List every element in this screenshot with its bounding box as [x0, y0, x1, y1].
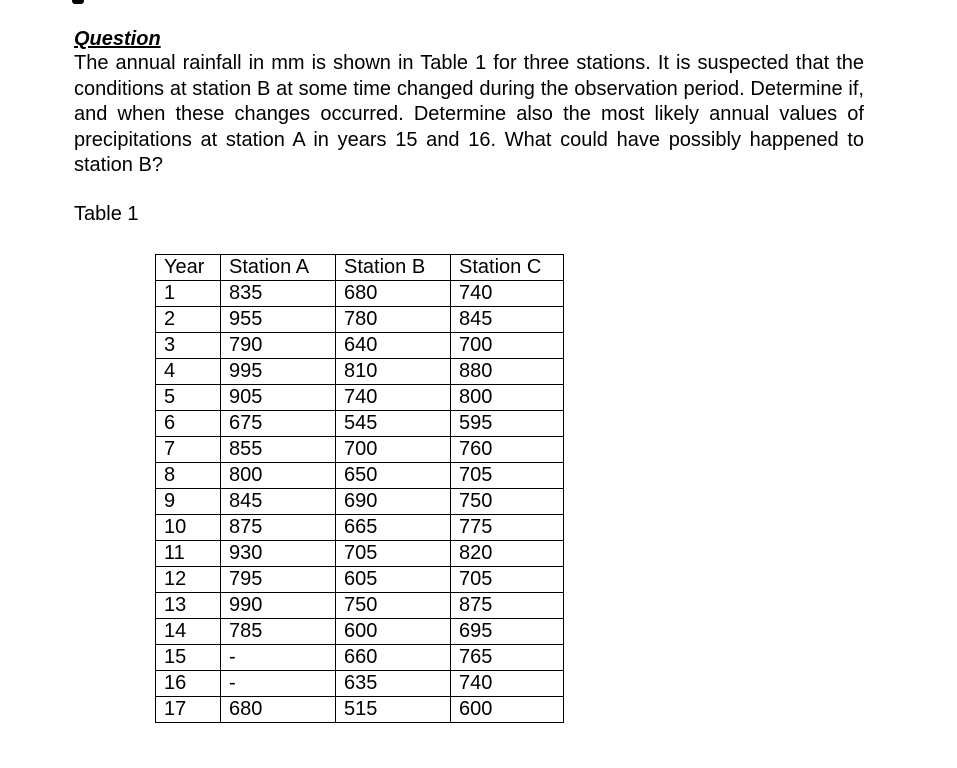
- year-cell: 14: [156, 619, 221, 645]
- question-line: likely annual values of precipitations at station A in years 15 and 16. What could: [74, 103, 864, 151]
- station-b-cell: 665: [336, 515, 451, 541]
- table-row: [156, 463, 564, 489]
- station-b-cell: 635: [336, 671, 451, 697]
- station-b-cell: 705: [336, 541, 451, 567]
- page-fragment-mark: [72, 0, 84, 4]
- station-a-cell: 905: [221, 385, 336, 411]
- column-header-station-a: Station A: [221, 255, 336, 281]
- year-cell: 16: [156, 671, 221, 697]
- station-b-cell: 680: [336, 281, 451, 307]
- year-cell: 10: [156, 515, 221, 541]
- year-cell: 8: [156, 463, 221, 489]
- table-row: [156, 671, 564, 697]
- table-row: [156, 307, 564, 333]
- station-a-cell: 990: [221, 593, 336, 619]
- year-cell: 3: [156, 333, 221, 359]
- station-a-cell: 845: [221, 489, 336, 515]
- station-a-cell: 930: [221, 541, 336, 567]
- station-b-cell: 740: [336, 385, 451, 411]
- question-text: [74, 51, 864, 179]
- station-b-cell: 810: [336, 359, 451, 385]
- year-cell: 17: [156, 697, 221, 723]
- year-cell: 12: [156, 567, 221, 593]
- table-row: [156, 359, 564, 385]
- table-row: [156, 567, 564, 593]
- station-c-cell: 820: [451, 541, 564, 567]
- table-row: [156, 437, 564, 463]
- table-row: [156, 619, 564, 645]
- station-b-cell: 640: [336, 333, 451, 359]
- station-b-cell: 780: [336, 307, 451, 333]
- table-row: [156, 411, 564, 437]
- station-a-cell: 790: [221, 333, 336, 359]
- table-row: [156, 541, 564, 567]
- year-cell: 5: [156, 385, 221, 411]
- station-a-cell: 785: [221, 619, 336, 645]
- question-line: have possibly happened to station B?: [74, 128, 864, 176]
- year-cell: 7: [156, 437, 221, 463]
- year-cell: 15: [156, 645, 221, 671]
- column-header-year: Year: [156, 255, 221, 281]
- station-c-cell: 740: [451, 281, 564, 307]
- station-a-cell: 675: [221, 411, 336, 437]
- station-a-cell: 955: [221, 307, 336, 333]
- table-row: [156, 593, 564, 619]
- table-row: [156, 697, 564, 723]
- station-c-cell: 880: [451, 359, 564, 385]
- rainfall-table: [155, 254, 564, 723]
- question-heading: Question: [74, 28, 161, 50]
- station-a-cell: 875: [221, 515, 336, 541]
- year-cell: 4: [156, 359, 221, 385]
- table-row: [156, 333, 564, 359]
- station-b-cell: 650: [336, 463, 451, 489]
- station-b-cell: 600: [336, 619, 451, 645]
- station-a-cell: 795: [221, 567, 336, 593]
- table-label: Table 1: [74, 203, 139, 225]
- station-c-cell: 700: [451, 333, 564, 359]
- table-row: [156, 281, 564, 307]
- station-c-cell: 750: [451, 489, 564, 515]
- year-cell: 6: [156, 411, 221, 437]
- station-b-cell: 750: [336, 593, 451, 619]
- year-cell: 1: [156, 281, 221, 307]
- station-b-cell: 660: [336, 645, 451, 671]
- station-c-cell: 760: [451, 437, 564, 463]
- station-b-cell: 545: [336, 411, 451, 437]
- table-row: [156, 645, 564, 671]
- station-b-cell: 700: [336, 437, 451, 463]
- station-a-cell: -: [221, 671, 336, 697]
- year-cell: 2: [156, 307, 221, 333]
- station-a-cell: -: [221, 645, 336, 671]
- station-c-cell: 875: [451, 593, 564, 619]
- station-a-cell: 800: [221, 463, 336, 489]
- station-b-cell: 515: [336, 697, 451, 723]
- table-header-row: [156, 255, 564, 281]
- station-c-cell: 800: [451, 385, 564, 411]
- station-a-cell: 995: [221, 359, 336, 385]
- station-c-cell: 595: [451, 411, 564, 437]
- station-b-cell: 690: [336, 489, 451, 515]
- station-c-cell: 600: [451, 697, 564, 723]
- year-cell: 13: [156, 593, 221, 619]
- question-line: The annual rainfall in mm is shown in Table 1 for three stations. It is suspected: [74, 52, 789, 74]
- question-block: [74, 28, 864, 179]
- question-line: that the conditions at station B at some time changed during the observation: [74, 52, 864, 100]
- station-c-cell: 775: [451, 515, 564, 541]
- station-a-cell: 835: [221, 281, 336, 307]
- table-row: [156, 489, 564, 515]
- question-line: period. Determine if, and when these changes occurred. Determine also the most: [74, 77, 864, 125]
- station-c-cell: 705: [451, 463, 564, 489]
- station-c-cell: 740: [451, 671, 564, 697]
- year-cell: 9: [156, 489, 221, 515]
- station-c-cell: 705: [451, 567, 564, 593]
- column-header-station-c: Station C: [451, 255, 564, 281]
- station-c-cell: 765: [451, 645, 564, 671]
- year-cell: 11: [156, 541, 221, 567]
- station-c-cell: 695: [451, 619, 564, 645]
- station-c-cell: 845: [451, 307, 564, 333]
- station-a-cell: 680: [221, 697, 336, 723]
- table-row: [156, 515, 564, 541]
- station-b-cell: 605: [336, 567, 451, 593]
- table-row: [156, 385, 564, 411]
- column-header-station-b: Station B: [336, 255, 451, 281]
- station-a-cell: 855: [221, 437, 336, 463]
